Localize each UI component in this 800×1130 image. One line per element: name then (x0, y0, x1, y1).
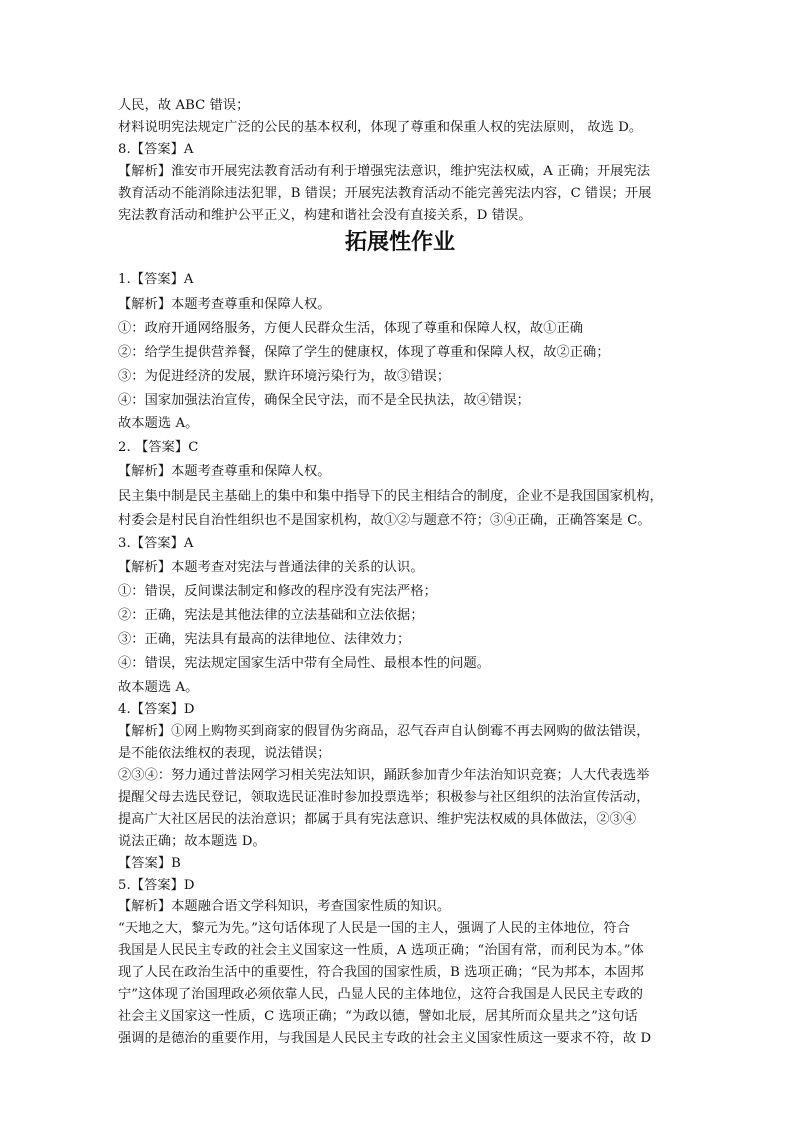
text-line: ④：错误，宪法规定国家生活中带有全局性、最根本性的问题。 (118, 656, 491, 671)
text-line: ①：错误，反间谍法制定和修改的程序没有宪法严格； (118, 584, 437, 599)
text-line: 【解析】淮安市开展宪法教育活动有利于增强宪法意识，维护宪法权威，A 正确；开展宪法 (118, 164, 651, 179)
text-line: “天地之大，黎元为先。”这句话体现了人民是一国的主人，强调了人民的主体地位，符合 (118, 921, 631, 936)
text-line: 【解析】本题融合语文学科知识，考查国家性质的知识。 (118, 899, 451, 914)
text-line: ②：正确，宪法是其他法律的立法基础和立法依据； (118, 608, 424, 623)
answer-line: 【答案】B (118, 856, 181, 871)
answer-line: 1.【答案】A (118, 272, 194, 287)
answer-line: 8.【答案】A (118, 142, 194, 157)
text-line: 教育活动不能消除违法犯罪，B 错误；开展宪法教育活动不能完善宪法内容，C 错误；开展 (118, 186, 652, 201)
text-line: ③：正确，宪法具有最高的法律地位、法律效力； (118, 632, 411, 647)
text-line: 提醒父母去选民登记，领取选民证准时参加投票选举；积极参与社区组织的法治宣传活动， (118, 790, 650, 805)
text-line: 村委会是村民自治性组织也不是国家机构，故①②与题意不符；③④正确，正确答案是 C。 (118, 513, 651, 528)
answer-line: 4.【答案】D (118, 702, 195, 717)
text-line: 我国是人民民主专政的社会主义国家这一性质，A 选项正确；“治国有常，而利民为本。”体 (118, 943, 644, 958)
text-line: 【解析】①网上购物买到商家的假冒伪劣商品，忍气吞声自认倒霉不再去网购的做法错误， (118, 724, 650, 739)
section-title: 拓展性作业 (344, 230, 455, 255)
text-line: ③：为促进经济的发展，默许环境污染行为，故③错误； (118, 369, 451, 384)
text-line: 民主集中制是民主基础上的集中和集中指导下的民主相结合的制度，企业不是我国国家机构， (118, 489, 663, 504)
text-line: 故本题选 A。 (118, 416, 199, 431)
text-line: 社会主义国家这一性质，C 选项正确；“为政以德，譬如北辰，居其所而众星共之”这句话 (118, 1009, 638, 1024)
text-line: 宁”这体现了治国理政必须依靠人民，凸显人民的主体地位，这符合我国是人民民主专政的 (118, 987, 644, 1002)
text-line: 人民，故 ABC 错误； (118, 98, 250, 113)
text-line: 宪法教育活动和维护公平正义，构建和谐社会没有直接关系，D 错误。 (118, 208, 532, 223)
text-line: 说法正确；故本题选 D。 (118, 834, 266, 849)
text-line: 【解析】本题考查尊重和保障人权。 (118, 297, 331, 312)
text-line: 是不能依法维权的表现，说法错误； (118, 746, 331, 761)
text-line: 材料说明宪法规定广泛的公民的基本权利，体现了尊重和保重人权的宪法原则， 故选 D。 (118, 120, 643, 135)
text-line: 故本题选 A。 (118, 680, 199, 695)
text-line: ④：国家加强法治宣传，确保全民守法，而不是全民执法，故④错误； (118, 393, 530, 408)
answer-line: 2. 【答案】C (118, 440, 199, 455)
text-line: 【解析】本题考查尊重和保障人权。 (118, 464, 331, 479)
text-line: ②③④：努力通过普法网学习相关宪法知识，踊跃参加青少年法治知识竞赛；人大代表选举 (118, 768, 650, 783)
text-line: ②：给学生提供营养餐，保障了学生的健康权，体现了尊重和保障人权，故②正确； (118, 345, 610, 360)
text-line: 现了人民在政治生活中的重要性，符合我国的国家性质，B 选项正确；“民为邦本，本固邦 (118, 965, 644, 980)
answer-line: 3.【答案】A (118, 536, 194, 551)
answer-line: 5.【答案】D (118, 878, 195, 893)
text-line: ①：政府开通网络服务，方便人民群众生活，体现了尊重和保障人权，故①正确 (118, 321, 584, 336)
text-line: 提高广大社区居民的法治意识；都属于具有宪法意识、维护宪法权威的具体做法，②③④ (118, 812, 637, 827)
text-line: 【解析】本题考查对宪法与普通法律的关系的认识。 (118, 560, 424, 575)
text-line: 强调的是德治的重要作用，与我国是人民民主专政的社会主义国家性质这一要求不符，故 D (118, 1031, 652, 1046)
